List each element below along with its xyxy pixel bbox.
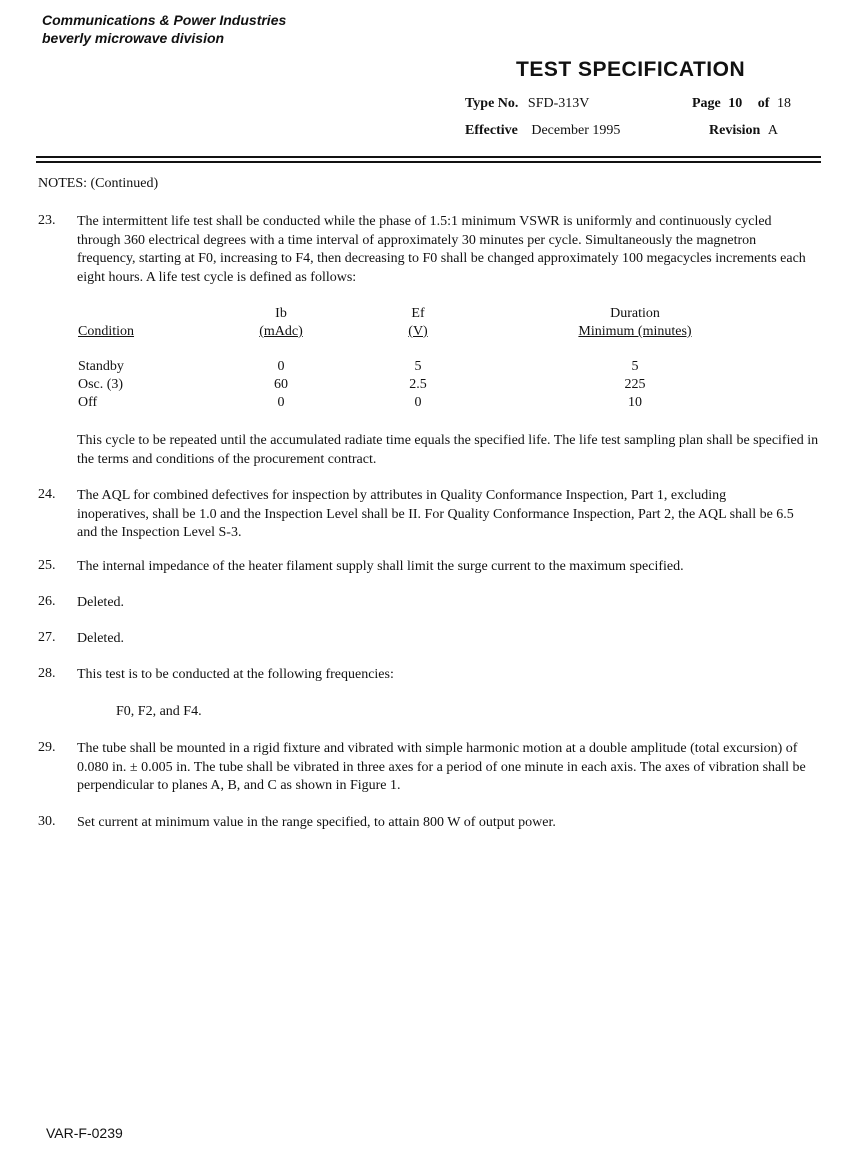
effective-date xyxy=(465,122,620,140)
table-row-duration: 5 xyxy=(631,359,639,374)
note-25-text: The internal impedance of the heater filament supply shall limit the surge current to the maximum specified. xyxy=(77,559,684,574)
revision xyxy=(709,122,778,140)
effective-label: Effective xyxy=(465,123,518,138)
table-row-ef: 0 xyxy=(414,395,422,410)
condition-header: Condition xyxy=(78,324,135,339)
header-divider-top xyxy=(36,156,821,158)
table-row-ib: 0 xyxy=(277,395,285,410)
duration-header: Duration xyxy=(610,306,660,321)
note-28-frequencies: F0, F2, and F4. xyxy=(116,704,202,719)
note-29-text: The tube shall be mounted in a rigid fixture and vibrated with simple harmonic motion at a double amplitude (total excursion) of 0.080 in. ± 0.005 in. The tube shall be vibrated in three axes for a period of one minute in each axis. The axes of vibration shall be perpendicular to planes A, B, and C as shown in Figure 1. xyxy=(77,741,806,793)
ef-unit: (V) xyxy=(408,324,428,339)
division-line: beverly microwave division xyxy=(42,30,225,46)
page-of-label: of xyxy=(757,96,770,111)
revision-label: Revision xyxy=(709,123,761,138)
note-28-text: This test is to be conducted at the following frequencies: xyxy=(77,667,394,682)
note-23-followup: This cycle to be repeated until the accumulated radiate time equals the specified life. The life test sampling plan shall be specified in the terms and conditions of the procurement contract. xyxy=(77,433,819,467)
note-24-text: The AQL for combined defectives for inspection by attributes in Quality Conformance Inspection, Part 1, excluding inoperatives, shall be 1.0 and the Inspection Level shall be II. For Quality Conformance Inspection, Part 2, the AQL shall be 6.5 and the Inspection Level S-3. xyxy=(77,488,794,540)
table-row-duration: 10 xyxy=(628,395,642,410)
note-23-number: 23. xyxy=(38,213,56,228)
note-29-number: 29. xyxy=(38,740,56,755)
note-30-text: Set current at minimum value in the range specified, to attain 800 W of output power. xyxy=(77,815,556,830)
type-value: SFD-313V xyxy=(527,96,590,111)
note-26-text: Deleted. xyxy=(77,595,125,610)
effective-value: December 1995 xyxy=(531,123,621,138)
duration-unit: Minimum (minutes) xyxy=(578,324,692,339)
note-28-number: 28. xyxy=(38,666,56,681)
note-27-number: 27. xyxy=(38,630,56,645)
table-row-ib: 60 xyxy=(274,377,288,392)
form-code: VAR-F-0239 xyxy=(46,1125,123,1141)
notes-heading: NOTES: (Continued) xyxy=(38,176,159,191)
company-name xyxy=(42,11,286,47)
table-row-ib: 0 xyxy=(277,359,285,374)
page-label: Page xyxy=(692,96,721,111)
revision-value: A xyxy=(767,123,778,138)
header-divider-bottom xyxy=(36,161,821,163)
document-title: TEST SPECIFICATION xyxy=(516,58,746,81)
table-row-condition: Off xyxy=(78,395,98,410)
table-row-ef: 5 xyxy=(414,359,422,374)
type-number xyxy=(465,95,589,113)
note-30-number: 30. xyxy=(38,814,56,829)
page-total: 18 xyxy=(776,96,791,111)
page-indicator xyxy=(692,95,791,113)
note-25-number: 25. xyxy=(38,558,56,573)
page-number: 10 xyxy=(728,96,743,111)
company-line: Communications & Power Industries xyxy=(42,12,287,28)
type-label: Type No. xyxy=(465,96,519,111)
ib-unit: (mAdc) xyxy=(259,324,303,339)
note-27-text: Deleted. xyxy=(77,631,125,646)
table-row-ef: 2.5 xyxy=(409,377,427,392)
note-24-number: 24. xyxy=(38,487,56,502)
table-row-condition: Standby xyxy=(78,359,124,374)
table-row-duration: 225 xyxy=(624,377,646,392)
note-23-text: The intermittent life test shall be conducted while the phase of 1.5:1 minimum VSWR is uniformly and continuously cycled through 360 electrical degrees with a time interval of approximately 30 minutes per cycle. Simultaneously the magnetron frequency, starting at F0, increasing to F4, then decreasing to F0 shall be changed approximately 100 megacycles increments each eight hours. A life test cycle is defined as follows: xyxy=(77,214,806,285)
ef-header: Ef xyxy=(411,306,425,321)
ib-header: Ib xyxy=(275,306,287,321)
table-row-condition: Osc. (3) xyxy=(78,377,124,392)
note-26-number: 26. xyxy=(38,594,56,609)
